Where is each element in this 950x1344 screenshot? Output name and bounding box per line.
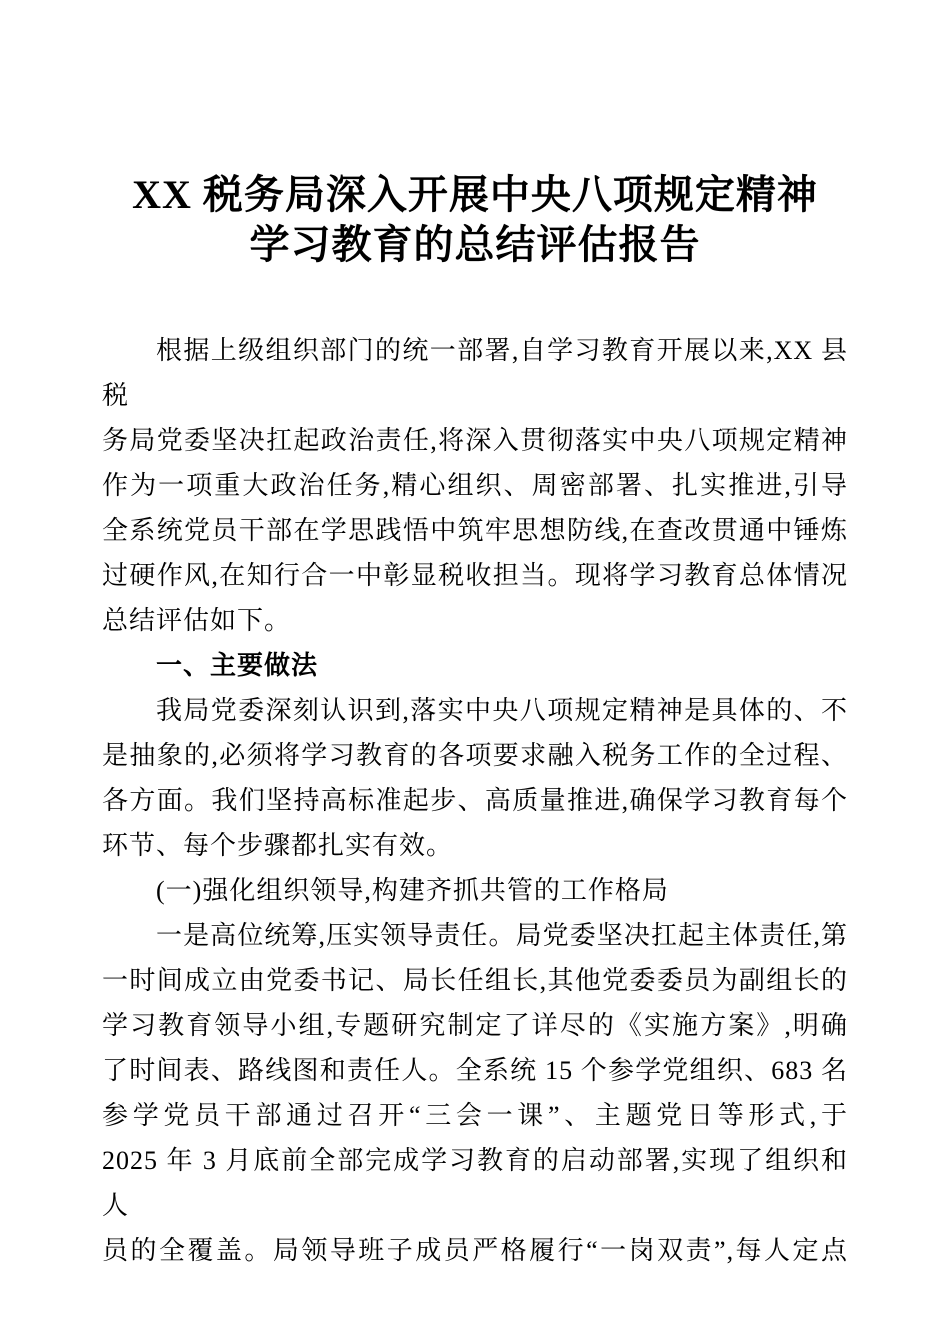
body-line-17: 参学党员干部通过召开“三会一课”、主题党日等形式,于 <box>102 1101 848 1130</box>
subsection-1-heading: (一)强化组织领导,构建齐抓共管的工作格局 <box>156 876 669 905</box>
body-line-4: 全系统党员干部在学思践悟中筑牢思想防线,在查改贯通中锤炼 <box>102 516 848 545</box>
body-line-14: 一时间成立由党委书记、局长任组长,其他党委委员为副组长的 <box>102 966 848 995</box>
body-line-5: 过硬作风,在知行合一中彰显税收担当。现将学习教育总体情况 <box>102 561 848 590</box>
document-content <box>102 170 848 1273</box>
document-title <box>102 170 848 270</box>
document-body <box>102 328 848 1273</box>
body-line-16: 了时间表、路线图和责任人。全系统 15 个参学党组织、683 名 <box>102 1056 848 1085</box>
body-line-13: 一是高位统筹,压实领导责任。局党委坚决扛起主体责任,第 <box>156 921 848 950</box>
body-line-6: 总结评估如下。 <box>102 606 292 635</box>
body-line-18: 2025 年 3 月底前全部完成学习教育的启动部署,实现了组织和人 <box>102 1146 848 1220</box>
title-line-1: XX 税务局深入开展中央八项规定精神 <box>132 172 818 217</box>
body-line-2: 务局党委坚决扛起政治责任,将深入贯彻落实中央八项规定精神 <box>102 426 848 455</box>
body-line-8: 我局党委深刻认识到,落实中央八项规定精神是具体的、不 <box>156 696 848 725</box>
body-line-19: 员的全覆盖。局领导班子成员严格履行“一岗双责”,每人定点 <box>102 1236 848 1265</box>
section-1-heading: 一、主要做法 <box>156 650 319 680</box>
body-line-15: 学习教育领导小组,专题研究制定了详尽的《实施方案》,明确 <box>102 1011 848 1040</box>
body-line-1: 根据上级组织部门的统一部署,自学习教育开展以来,XX 县税 <box>102 336 848 410</box>
body-line-3: 作为一项重大政治任务,精心组织、周密部署、扎实推进,引导 <box>102 471 848 500</box>
body-line-10: 各方面。我们坚持高标准起步、高质量推进,确保学习教育每个 <box>102 786 848 815</box>
body-line-9: 是抽象的,必须将学习教育的各项要求融入税务工作的全过程、 <box>102 741 848 770</box>
body-line-11: 环节、每个步骤都扎实有效。 <box>102 831 454 860</box>
title-line-2: 学习教育的总结评估报告 <box>249 222 701 267</box>
